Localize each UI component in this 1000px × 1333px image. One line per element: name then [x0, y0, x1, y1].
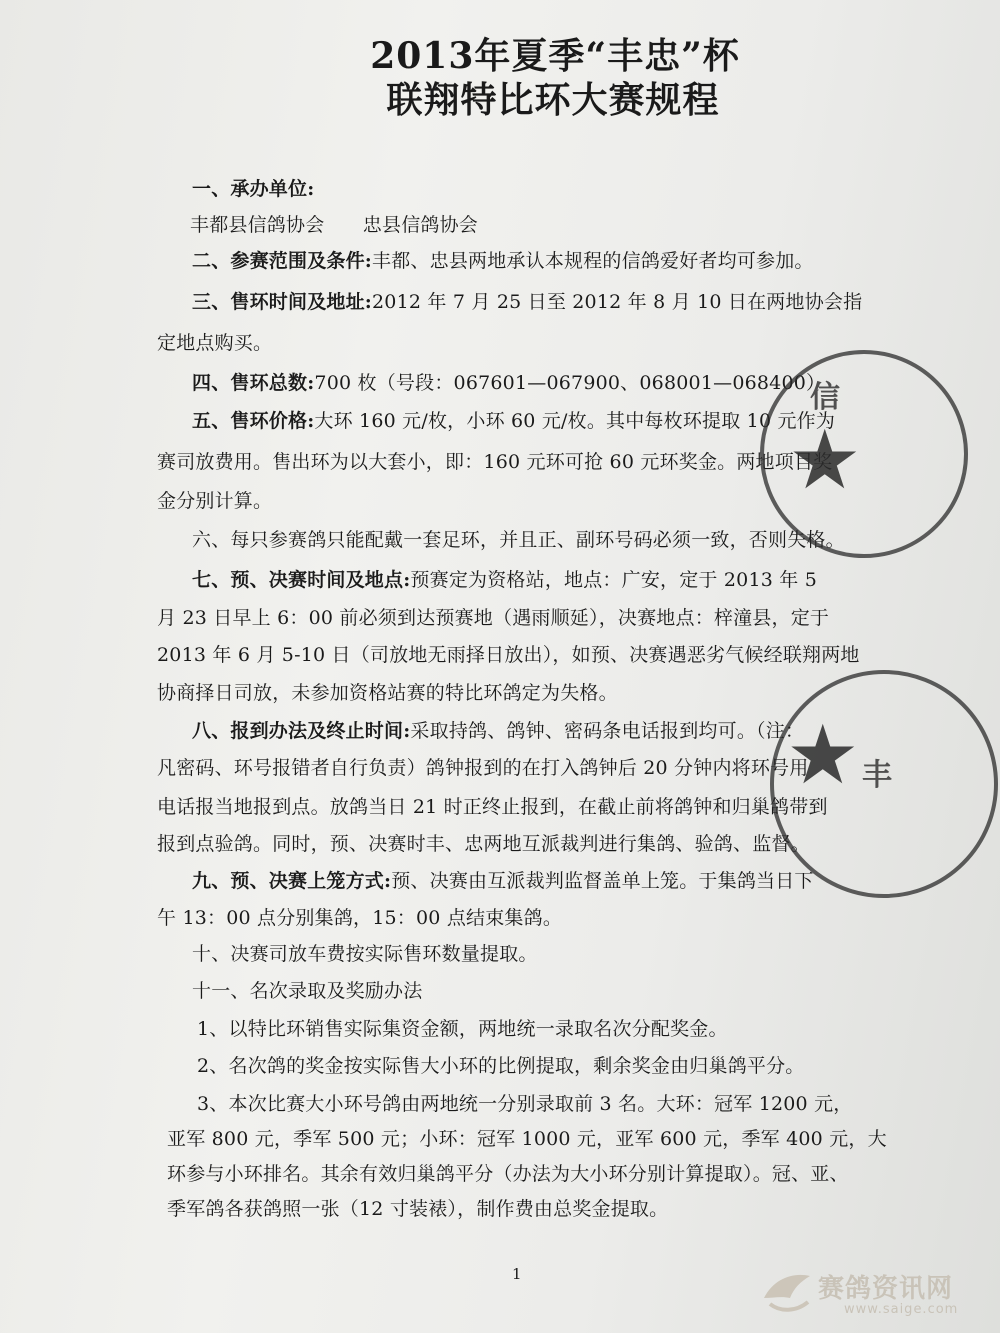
- watermark-text: 赛鸽资讯网: [818, 1274, 954, 1304]
- reporting-cont-2: 电话报当地报到点。放鸽当日 21 时正终止报到，在截止前将鸽钟和归巢鸽带到: [157, 796, 828, 818]
- page-number: 1: [512, 1265, 522, 1283]
- race-schedule-cont-3: 协商择日司放，未参加资格站赛的特比环鸽定为失格。: [157, 682, 618, 704]
- race-schedule-cont-1: 月 23 日早上 6：00 前必须到达预赛地（遇雨顺延），决赛地点：梓潼县，定于: [157, 607, 830, 629]
- reporting-cont-1: 凡密码、环号报错者自行负责）鸽钟报到的在打入鸽钟后 20 分钟内将环号用: [157, 757, 809, 779]
- pigeon-logo-icon: [760, 1268, 814, 1314]
- award-item-3: 3、本次比赛大小环号鸽由两地统一分别录取前 3 名。大环：冠军 1200 元，: [197, 1093, 853, 1115]
- section-ring-sale-time: 三、售环时间及地址:2012 年 7 月 25 日至 2012 年 8 月 10 日在两地协会指: [192, 291, 863, 313]
- race-schedule-cont-2: 2013 年 6 月 5-10 日（司放地无雨择日放出），如预、决赛遇恶劣气候经联翔两地: [157, 644, 860, 666]
- ring-price-cont-2: 金分别计算。: [157, 490, 273, 512]
- award-item-3-cont-1: 亚军 800 元，季军 500 元；小环：冠军 1000 元，亚军 600 元，季军 400 元，大: [167, 1128, 887, 1150]
- organizer-names: 丰都县信鸽协会 忠县信鸽协会: [190, 214, 479, 236]
- section-race-schedule: 七、预、决赛时间及地点:预赛定为资格站，地点：广安，定于 2013 年 5: [192, 569, 817, 591]
- seal-star-icon: ★: [786, 708, 860, 803]
- document-title-line1: 2013年夏季“丰忠”杯: [370, 35, 740, 77]
- section-transport-fee: 十、决赛司放车费按实际售环数量提取。: [192, 943, 538, 965]
- award-item-3-cont-3: 季军鸽各获鸽照一张（12 寸装裱），制作费由总奖金提取。: [167, 1198, 669, 1220]
- watermark: [760, 1262, 970, 1322]
- section-ring-rule: 六、每只参赛鸽只能配戴一套足环，并且正、副环号码必须一致，否则失格。: [192, 529, 845, 551]
- caging-cont: 午 13：00 点分别集鸽，15：00 点结束集鸽。: [157, 907, 563, 929]
- award-item-1: 1、以特比环销售实际集资金额，两地统一录取名次分配奖金。: [197, 1018, 728, 1040]
- award-item-3-cont-2: 环参与小环排名。其余有效归巢鸽平分（办法为大小环分别计算提取）。冠、亚、: [167, 1163, 849, 1185]
- section-reporting: 八、报到办法及终止时间:采取持鸽、鸽钟、密码条电话报到均可。（注：: [192, 720, 805, 742]
- ring-price-cont-1: 赛司放费用。售出环为以大套小，即：160 元环可抢 60 元环奖金。两地项目奖: [157, 451, 833, 473]
- reporting-cont-3: 报到点验鸽。同时，预、决赛时丰、忠两地互派裁判进行集鸽、验鸽、监督。: [157, 833, 810, 855]
- section-ring-total: 四、售环总数:700 枚（号段：067601—067900、068001—068400）: [192, 372, 826, 394]
- section-participation: 二、参赛范围及条件:丰都、忠县两地承认本规程的信鸽爱好者均可参加。: [192, 250, 814, 272]
- section-awards: 十一、名次录取及奖励办法: [192, 980, 423, 1002]
- document-title-line2: 联翔特比环大赛规程: [386, 79, 720, 121]
- section-heading-organizer: 一、承办单位:: [192, 178, 315, 200]
- section-caging: 九、预、决赛上笼方式:预、决赛由互派裁判监督盖单上笼。于集鸽当日下: [192, 870, 814, 892]
- ring-sale-time-cont: 定地点购买。: [157, 332, 273, 354]
- award-item-2: 2、名次鸽的奖金按实际售大小环的比例提取，剩余奖金由归巢鸽平分。: [197, 1055, 805, 1077]
- watermark-url: www.saige.com: [844, 1302, 959, 1317]
- seal-star-icon: ★: [788, 413, 862, 508]
- seal-bottom-char: 丰: [862, 758, 892, 793]
- section-ring-price: 五、售环价格:大环 160 元/枚，小环 60 元/枚。其中每枚环提取 10 元作为: [192, 410, 836, 432]
- seal-top-char: 信: [810, 380, 840, 415]
